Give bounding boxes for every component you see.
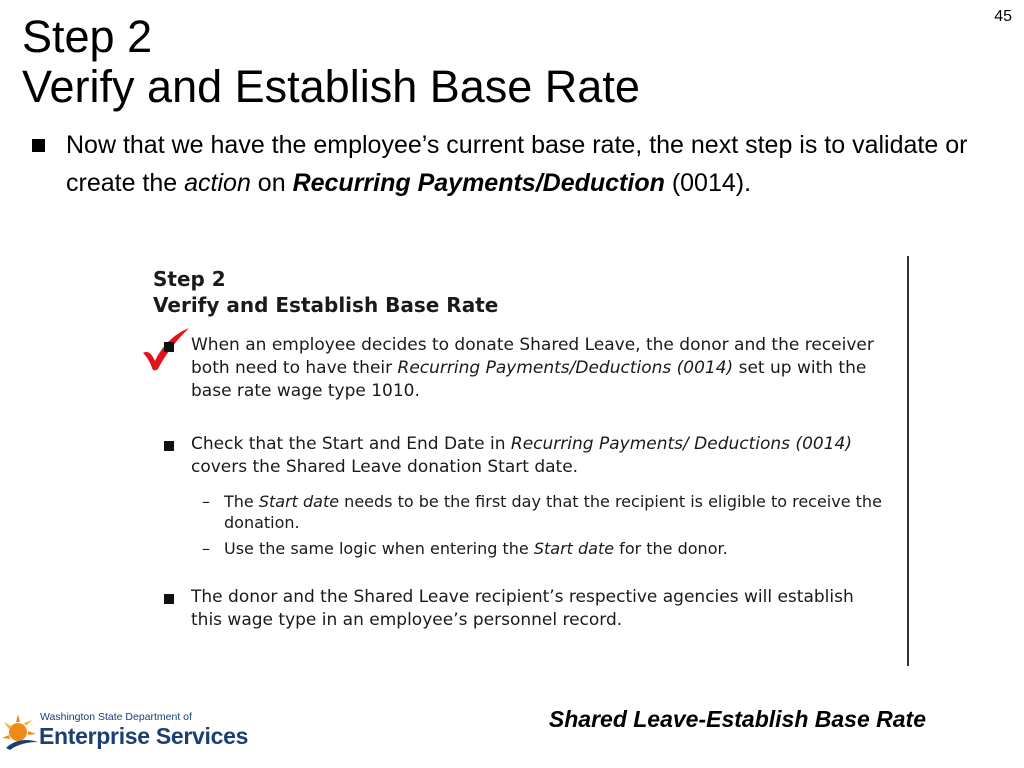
agency-logo: [2, 708, 249, 754]
embedded-slide-screenshot: [140, 256, 908, 668]
sub-bullet-1-italic: Start date: [258, 492, 340, 511]
screenshot-title: [153, 266, 498, 318]
intro-text-before: Now that we have the employee’s current base rate, the next step is to validate or create the: [66, 131, 968, 197]
square-bullet-icon: [164, 342, 174, 352]
sub-bullet-1-text: The: [224, 492, 259, 511]
dash-bullet: –: [202, 539, 210, 558]
slide-number: 45: [994, 8, 1012, 25]
sub-bullet-2-text: Use the same logic when entering the: [224, 539, 534, 558]
screenshot-title-line-1: Step 2: [153, 267, 226, 291]
slide-title-line-2: Verify and Establish Base Rate: [22, 61, 640, 112]
logo-org-line-2: Enterprise Services: [39, 723, 249, 749]
intro-text: [66, 126, 1002, 202]
sub-bullet-2-italic: Start date: [533, 539, 615, 558]
intro-bullet: [32, 126, 1002, 202]
bullet-2-italic: Recurring Payments/ Deductions (0014): [510, 434, 852, 454]
bullet-3-text: The donor and the Shared Leave recipient’s respective agencies will establish this wage type in an employee’s personnel record.: [191, 587, 854, 630]
screenshot-sub-bullet-1: [202, 491, 892, 533]
screenshot-bullet-2: [164, 433, 884, 479]
intro-infotype-name: Recurring Payments/Deduction: [292, 169, 665, 197]
screenshot-bullet-1: [164, 334, 884, 403]
square-bullet-icon: [164, 441, 174, 451]
slide-title-line-1: Step 2: [22, 11, 153, 62]
intro-infotype-code: (0014).: [664, 169, 752, 197]
intro-text-on: on: [250, 169, 293, 197]
screenshot-sub-bullet-2: [202, 538, 892, 559]
bullet-1-text: When an employee decides to donate Shared Leave, the donor and the receiver both need to have their: [191, 335, 874, 378]
dash-bullet: –: [202, 492, 210, 511]
square-bullet-icon: [164, 594, 174, 604]
bullet-1-text-end: set up with the base rate wage type 1010.: [191, 358, 867, 401]
sub-bullet-1-text-end: needs to be the first day that the recipient is eligible to receive the donation.: [224, 492, 882, 532]
vertical-divider: [907, 256, 909, 666]
intro-action-word: action: [184, 169, 251, 197]
screenshot-title-line-2: Verify and Establish Base Rate: [153, 293, 499, 317]
slide-title: [22, 12, 640, 112]
sub-bullet-2-text-end: for the donor.: [614, 539, 728, 558]
footer-title: Shared Leave-Establish Base Rate: [548, 706, 926, 732]
screenshot-bullet-3: [164, 586, 884, 632]
bullet-1-italic: Recurring Payments/Deductions (0014): [397, 358, 734, 378]
square-bullet-icon: [32, 139, 45, 152]
bullet-2-text-end: covers the Shared Leave donation Start date.: [191, 457, 579, 477]
logo-org-line-1: Washington State Department of: [40, 711, 192, 723]
sunburst-logo-icon: [2, 708, 42, 750]
bullet-2-text: Check that the Start and End Date in: [191, 434, 511, 454]
